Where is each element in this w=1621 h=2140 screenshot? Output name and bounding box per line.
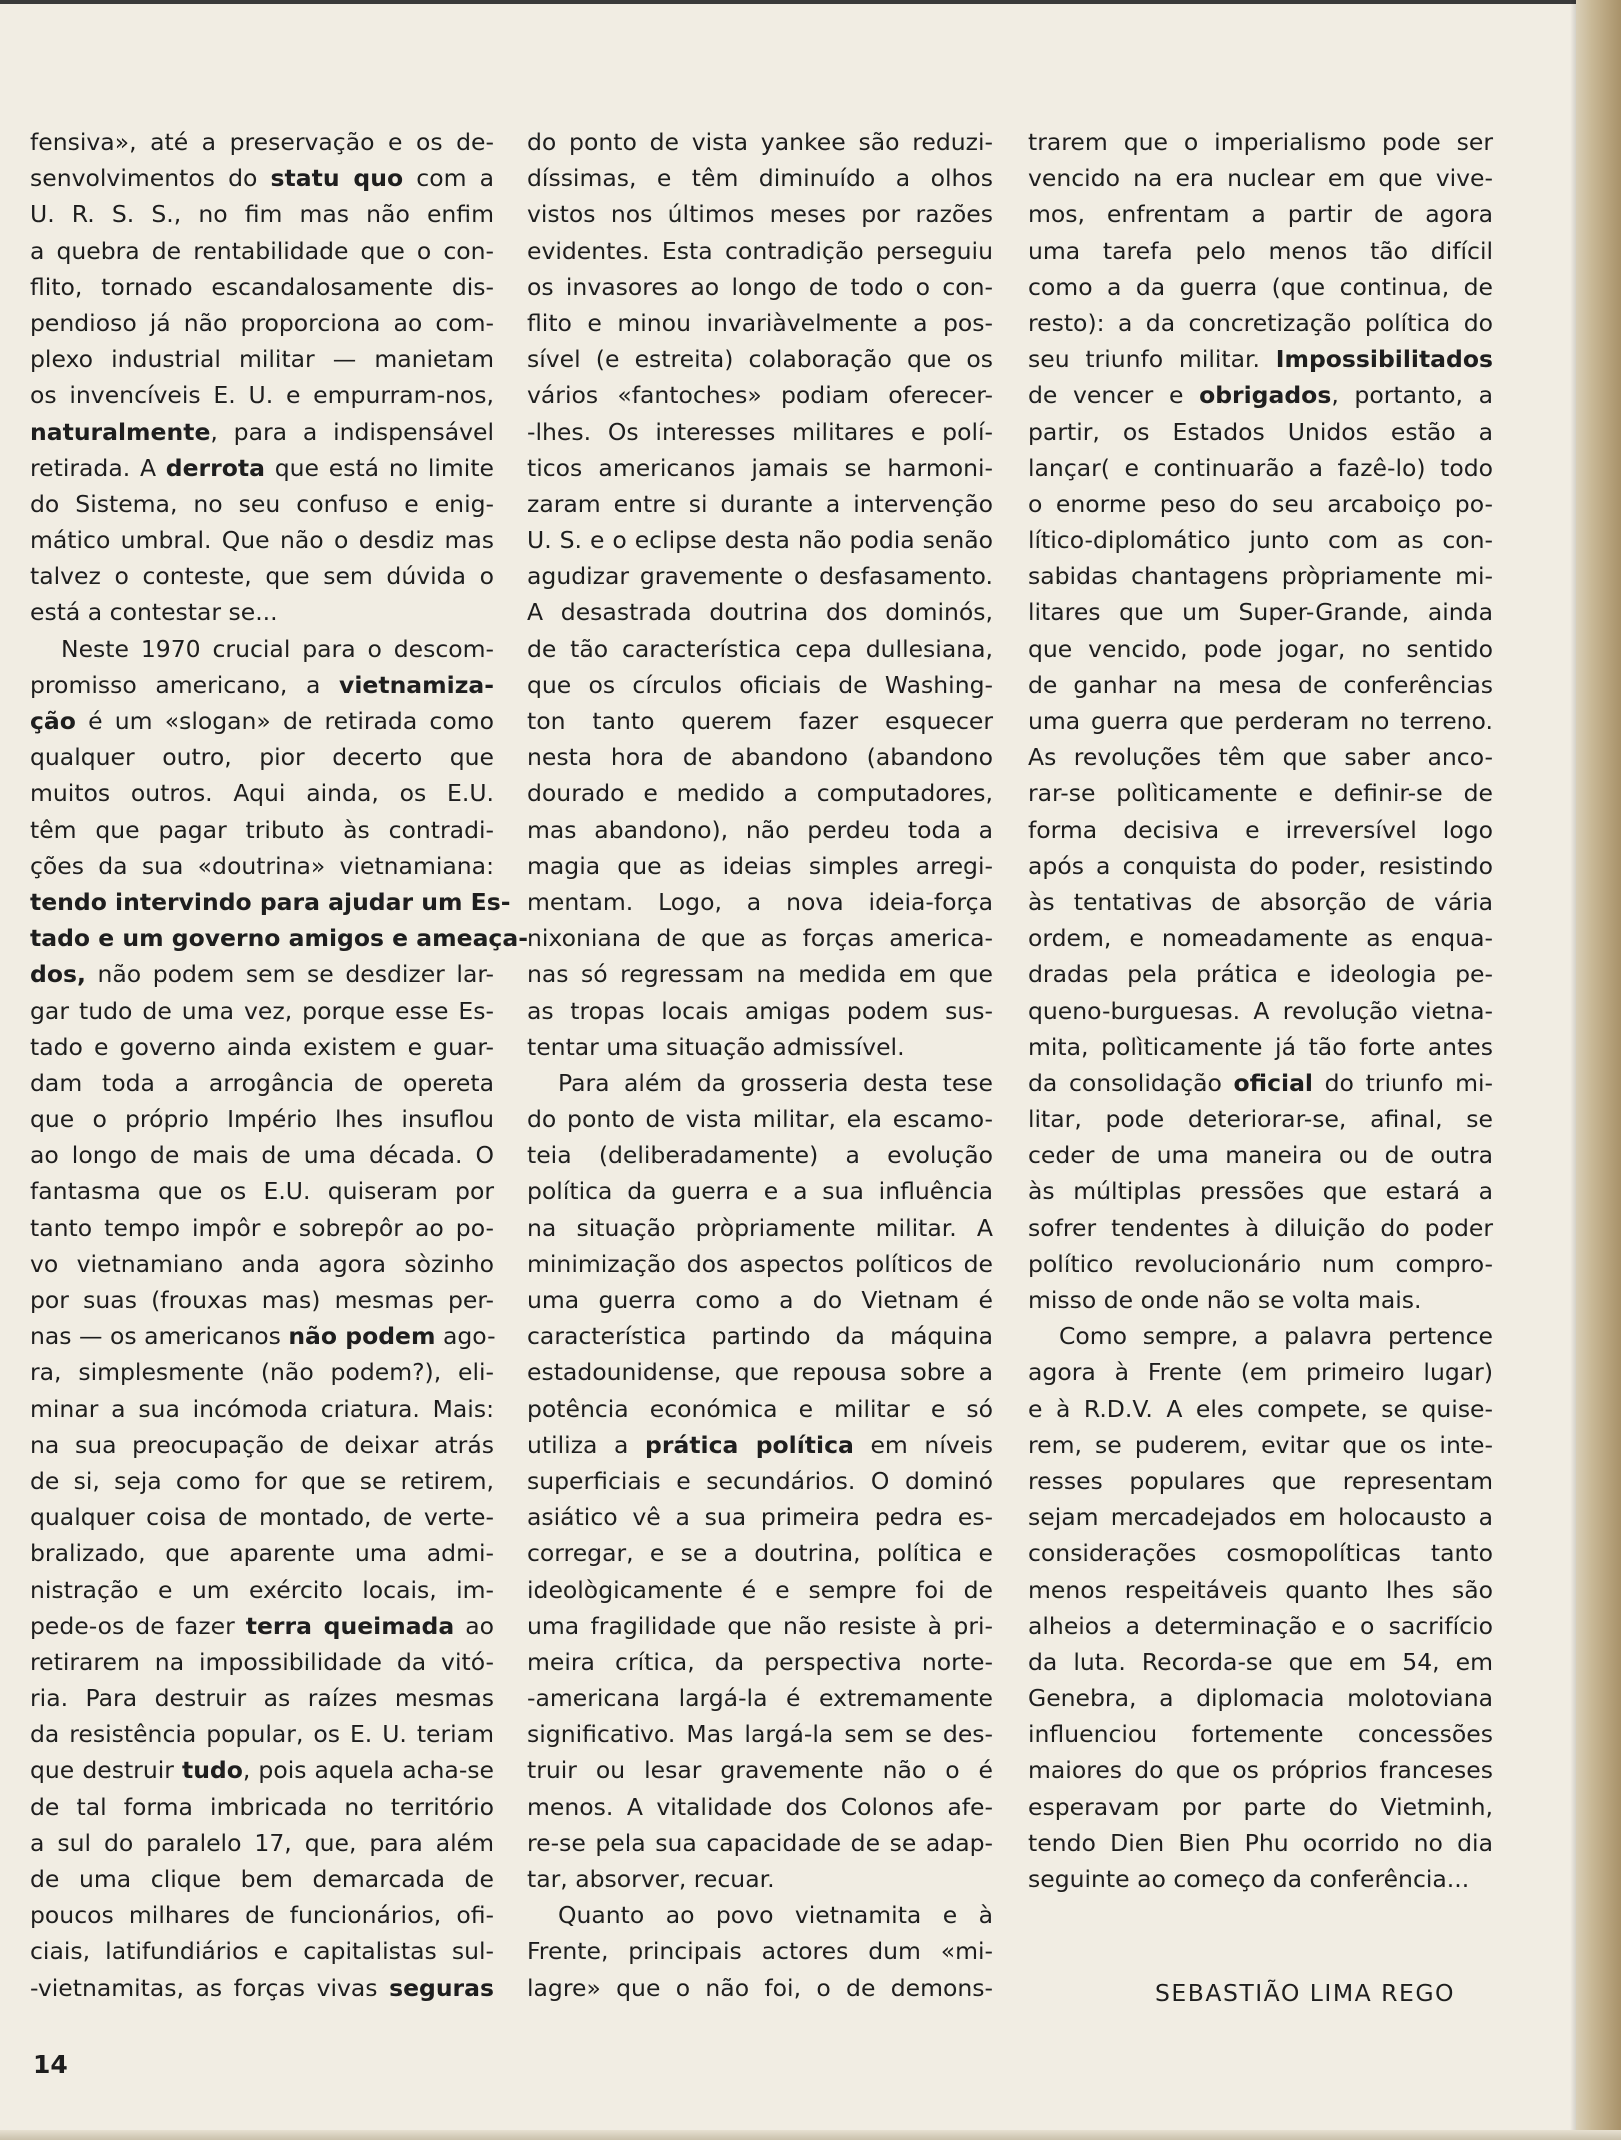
text-line: Quanto ao povo vietnamita e à <box>558 1901 993 1930</box>
text-line: nesta hora de abandono (abandono <box>527 743 993 772</box>
text-line: ciais, latifundiários e capitalistas sul- <box>30 1937 494 1966</box>
text-line: evidentes. Esta contradição perseguiu <box>527 236 993 265</box>
text-line: retirarem na impossibilidade da vitó- <box>30 1647 494 1676</box>
text-line: têm que pagar tributo às contradi- <box>30 815 494 844</box>
text-line: muitos outros. Aqui ainda, os E.U. <box>30 779 494 808</box>
text-line: alheios a determinação e o sacrifício <box>1028 1611 1493 1640</box>
text-line <box>30 920 528 956</box>
text-line: Frente, principais actores dum «mi- <box>527 1937 993 1966</box>
text-line: uma fragilidade que não resiste à pri- <box>527 1611 993 1640</box>
text-line: queno-burguesas. A revolução vietna- <box>1028 996 1493 1025</box>
text-line: que destruir tudo, pois aquela acha-se <box>30 1756 495 1785</box>
text-line: ria. Para destruir as raízes mesmas <box>30 1684 494 1713</box>
text-line: de vencer e obrigados, portanto, a <box>1028 381 1493 410</box>
text-line: re-se pela sua capacidade de se adap- <box>527 1828 993 1857</box>
text-line: Genebra, a diplomacia molotoviana <box>1028 1684 1493 1713</box>
text-line: e à R.D.V. A eles compete, se quise- <box>1028 1394 1493 1423</box>
text-line: senvolvimentos do statu quo com a <box>30 164 495 193</box>
text-line: U. R. S. S., no fim mas não enfim <box>30 200 494 229</box>
text-line: nistração e um exército locais, im- <box>30 1575 494 1604</box>
bold-emphasis: oficial <box>1233 1068 1313 1097</box>
bold-emphasis: dos, <box>30 960 86 989</box>
text-line: uma guerra que perderam no terreno. <box>1028 707 1493 735</box>
text-line: menos. A vitalidade dos Colonos afe- <box>527 1792 993 1821</box>
text-line: esperavam por parte do Vietminh, <box>1028 1792 1493 1821</box>
text-line: uma tarefa pelo menos tão difícil <box>1028 236 1493 265</box>
text-line: mita, polìticamente já tão forte antes <box>1028 1032 1493 1061</box>
text-line: o enorme peso do seu arcaboiço po- <box>1028 489 1493 518</box>
text-line: do ponto de vista yankee são reduzi- <box>527 128 993 156</box>
text-line: litares que um Super-Grande, ainda <box>1028 598 1493 627</box>
text-line: minar a sua incómoda criatura. Mais: <box>30 1394 494 1423</box>
text-line: vistos nos últimos meses por razões <box>527 200 993 229</box>
page-number: 14 <box>33 2050 68 2079</box>
text-line: de ganhar na mesa de conferências <box>1028 670 1493 699</box>
text-line: do Sistema, no seu confuso e enig- <box>30 489 494 518</box>
text-line: poucos milhares de funcionários, ofi- <box>30 1901 494 1930</box>
text-line: trarem que o imperialismo pode ser <box>1028 128 1493 156</box>
text-line: -vietnamitas, as forças vivas seguras <box>30 1973 494 2002</box>
text-line: de tal forma imbricada no território <box>30 1792 494 1821</box>
text-line: a sul do paralelo 17, que, para além <box>30 1828 494 1857</box>
text-line: por suas (frouxas mas) mesmas per- <box>30 1286 494 1314</box>
page-binding-edge <box>1576 0 1621 2140</box>
text-line: mentam. Logo, a nova ideia-força <box>527 887 993 916</box>
text-line: uma guerra como a do Vietnam é <box>527 1286 993 1314</box>
text-line: resses populares que representam <box>1028 1466 1493 1495</box>
text-line: política da guerra e a sua influência <box>527 1177 993 1206</box>
author-signature: SEBASTIÃO LIMA REGO <box>1155 1979 1456 2007</box>
bold-emphasis: obrigados <box>1199 381 1332 410</box>
text-line: às tentativas de absorção de vária <box>1028 887 1493 916</box>
text-line: tado e governo ainda existem e guar- <box>30 1032 494 1061</box>
text-line: bralizado, que aparente uma admi- <box>30 1539 494 1568</box>
text-line: como a da guerra (que continua, de <box>1028 272 1493 301</box>
bold-emphasis: ção <box>30 707 76 735</box>
bold-emphasis: seguras <box>389 1973 494 2002</box>
text-line: magia que as ideias simples arregi- <box>527 851 993 880</box>
text-line: da luta. Recorda-se que em 54, em <box>1028 1647 1493 1676</box>
text-line: característica partindo da máquina <box>527 1322 993 1351</box>
text-line: sabidas chantagens pròpriamente mi- <box>1028 562 1493 591</box>
bold-emphasis: vietnamiza- <box>339 670 494 699</box>
text-line: ceder de uma maneira ou de outra <box>1028 1141 1493 1170</box>
text-line: U. S. e o eclipse desta não podia senão <box>527 526 993 555</box>
text-line: A desastrada doutrina dos dominós, <box>527 598 993 627</box>
bold-emphasis: Impossibilitados <box>1275 345 1493 374</box>
text-line: tentar uma situação admissível. <box>527 1032 905 1061</box>
text-line: minimização dos aspectos políticos de <box>527 1249 993 1278</box>
text-line: dam toda a arrogância de opereta <box>30 1068 494 1097</box>
text-line: de uma clique bem demarcada de <box>30 1865 494 1893</box>
text-line: fantasma que os E.U. quiseram por <box>30 1177 494 1206</box>
text-line: fensiva», até a preservação e os de- <box>30 128 494 156</box>
text-line: que o próprio Império lhes insuflou <box>30 1105 494 1134</box>
text-line: do ponto de vista militar, ela escamo- <box>527 1105 993 1134</box>
text-line: da consolidação oficial do triunfo mi- <box>1028 1068 1493 1097</box>
text-line: ção é um «slogan» de retirada como <box>30 707 494 735</box>
text-line: influenciou fortemente concessões <box>1028 1720 1493 1749</box>
text-line <box>30 884 511 920</box>
bold-emphasis: naturalmente <box>30 417 211 446</box>
text-line: agora à Frente (em primeiro lugar) <box>1028 1358 1493 1387</box>
bold-emphasis: statu quo <box>270 164 404 193</box>
text-line: de si, seja como for que se retirem, <box>30 1466 494 1495</box>
text-line: As revoluções têm que saber anco- <box>1028 743 1493 772</box>
text-line: teia (deliberadamente) a evolução <box>527 1141 993 1170</box>
text-line: os invencíveis E. U. e empurram-nos, <box>30 381 494 410</box>
text-line: de tão característica cepa dullesiana, <box>527 634 993 663</box>
text-line: político revolucionário num compro- <box>1028 1249 1493 1278</box>
text-line: significativo. Mas largá-la sem se des- <box>527 1720 993 1749</box>
text-line: tendo Dien Bien Phu ocorrido no dia <box>1028 1828 1493 1857</box>
bold-emphasis: derrota <box>165 453 265 482</box>
text-line: lagre» que o não foi, o de demons- <box>527 1973 993 2002</box>
text-line: dradas pela prática e ideologia pe- <box>1028 960 1493 989</box>
text-line: vários «fantoches» podiam oferecer- <box>527 381 993 410</box>
text-line: plexo industrial militar — manietam <box>30 345 494 374</box>
text-line: ideològicamente é e sempre foi de <box>527 1575 993 1604</box>
text-line: talvez o conteste, que sem dúvida o <box>30 562 494 591</box>
page-bottom-edge <box>0 2130 1621 2140</box>
text-line: qualquer outro, pior decerto que <box>30 743 494 772</box>
text-line: os invasores ao longo de todo o con- <box>527 272 993 301</box>
text-line: está a contestar se... <box>30 598 278 627</box>
text-line: Neste 1970 crucial para o descom- <box>61 634 494 663</box>
text-line: flito, tornado escandalosamente dis- <box>30 272 494 301</box>
text-line: na sua preocupação de deixar atrás <box>30 1430 494 1459</box>
text-column-3 <box>1028 124 1493 1897</box>
text-line: rem, se puderem, evitar que os inte- <box>1028 1430 1493 1459</box>
text-line: maiores do que os próprios franceses <box>1028 1756 1493 1785</box>
text-line: Como sempre, a palavra pertence <box>1059 1322 1493 1351</box>
text-line: superficiais e secundários. O dominó <box>527 1466 993 1495</box>
text-line: zaram entre si durante a intervenção <box>527 489 993 518</box>
text-line: após a conquista do poder, resistindo <box>1028 851 1493 880</box>
text-line: forma decisiva e irreversível logo <box>1028 815 1493 844</box>
text-line: promisso americano, a vietnamiza- <box>30 670 494 699</box>
text-line: sejam mercadejados em holocausto a <box>1028 1503 1493 1532</box>
text-line: meira crítica, da perspectiva norte- <box>527 1647 993 1676</box>
text-line: resto): a da concretização política do <box>1028 308 1493 337</box>
bold-emphasis: tado e um governo amigos e ameaça- <box>30 924 528 953</box>
bold-emphasis: prática política <box>645 1430 854 1459</box>
text-line: estadounidense, que repousa sobre a <box>527 1358 993 1387</box>
text-line: misso de onde não se volta mais. <box>1028 1286 1422 1314</box>
text-line: dourado e medido a computadores, <box>527 779 993 808</box>
text-line: seguinte ao começo da conferência... <box>1028 1865 1470 1893</box>
text-line: qualquer coisa de montado, de verte- <box>30 1503 494 1532</box>
text-line: sofrer tendentes à diluição do poder <box>1028 1213 1493 1242</box>
text-line: potência económica e militar e só <box>527 1394 993 1423</box>
text-line: utiliza a prática política em níveis <box>527 1430 993 1459</box>
text-line: asiático vê a sua primeira pedra es- <box>527 1503 993 1532</box>
text-line: tanto tempo impôr e sobrepôr ao po- <box>30 1213 494 1242</box>
text-line: ra, simplesmente (não podem?), eli- <box>30 1358 494 1387</box>
text-line: ções da sua «doutrina» vietnamiana: <box>30 851 494 880</box>
text-line: nas só regressam na medida em que <box>527 960 993 989</box>
text-line: ao longo de mais de uma década. O <box>30 1141 494 1170</box>
text-line: as tropas locais amigas podem sus- <box>527 996 993 1025</box>
text-line: -lhes. Os interesses militares e polí- <box>527 417 993 446</box>
text-line: truir ou lesar gravemente não o é <box>527 1756 993 1785</box>
text-line: lançar( e continuarão a fazê-lo) todo <box>1028 453 1493 482</box>
text-line: lítico-diplomático junto com as con- <box>1028 526 1493 555</box>
text-column-1 <box>30 124 528 2006</box>
text-line: ordem, e nomeadamente as enqua- <box>1028 924 1493 953</box>
text-line: ton tanto querem fazer esquecer <box>527 707 993 735</box>
text-line: sível (e estreita) colaboração que os <box>527 345 993 374</box>
text-line: gar tudo de uma vez, porque esse Es- <box>30 996 494 1025</box>
text-line: corregar, e se a doutrina, política e <box>527 1539 993 1568</box>
text-line: tar, absorver, recuar. <box>527 1865 775 1893</box>
text-line: litar, pode deteriorar-se, afinal, se <box>1028 1105 1493 1134</box>
bold-emphasis: tendo intervindo para ajudar um Es- <box>30 887 511 916</box>
page-top-edge <box>0 0 1621 4</box>
text-line: dos, não podem sem se desdizer lar- <box>30 960 494 989</box>
text-line: considerações cosmopolíticas tanto <box>1028 1539 1493 1568</box>
text-line: mos, enfrentam a partir de agora <box>1028 200 1493 229</box>
text-line: nas — os americanos não podem ago- <box>30 1322 496 1351</box>
bold-emphasis: não podem <box>288 1322 436 1351</box>
text-line: mático umbral. Que não o desdiz mas <box>30 526 494 555</box>
text-line: da resistência popular, os E. U. teriam <box>30 1720 494 1749</box>
text-line: ticos americanos jamais se harmoni- <box>527 453 993 482</box>
text-line: retirada. A derrota que está no limite <box>30 453 494 482</box>
text-line: flito e minou invariàvelmente a pos- <box>527 308 993 337</box>
text-line: na situação pròpriamente militar. A <box>527 1213 993 1242</box>
text-line: partir, os Estados Unidos estão a <box>1028 417 1493 446</box>
text-line: seu triunfo militar. Impossibilitados <box>1028 345 1493 374</box>
text-line: díssimas, e têm diminuído a olhos <box>527 164 993 193</box>
text-line: Para além da grosseria desta tese <box>558 1068 993 1097</box>
text-line: naturalmente, para a indispensável <box>30 417 494 446</box>
text-line: pede-os de fazer terra queimada ao <box>30 1611 494 1640</box>
bold-emphasis: tudo <box>181 1756 243 1785</box>
text-line: rar-se polìticamente e definir-se de <box>1028 779 1493 808</box>
text-line: que vencido, pode jogar, no sentido <box>1028 634 1493 663</box>
text-line: vencido na era nuclear em que vive- <box>1028 164 1493 193</box>
text-column-2 <box>527 124 993 2006</box>
text-line: -americana largá-la é extremamente <box>527 1684 993 1713</box>
text-line: mas abandono), não perdeu toda a <box>527 815 993 844</box>
text-line: menos respeitáveis quanto lhes são <box>1028 1575 1493 1604</box>
bold-emphasis: terra queimada <box>245 1611 455 1640</box>
text-line: pendioso já não proporciona ao com- <box>30 308 494 337</box>
text-line: às múltiplas pressões que estará a <box>1028 1177 1493 1206</box>
text-line: a quebra de rentabilidade que o con- <box>30 236 494 265</box>
text-line: vo vietnamiano anda agora sòzinho <box>30 1249 494 1278</box>
text-line: agudizar gravemente o desfasamento. <box>527 562 993 591</box>
text-line: nixoniana de que as forças america- <box>527 924 993 953</box>
text-line: que os círculos oficiais de Washing- <box>527 670 993 699</box>
